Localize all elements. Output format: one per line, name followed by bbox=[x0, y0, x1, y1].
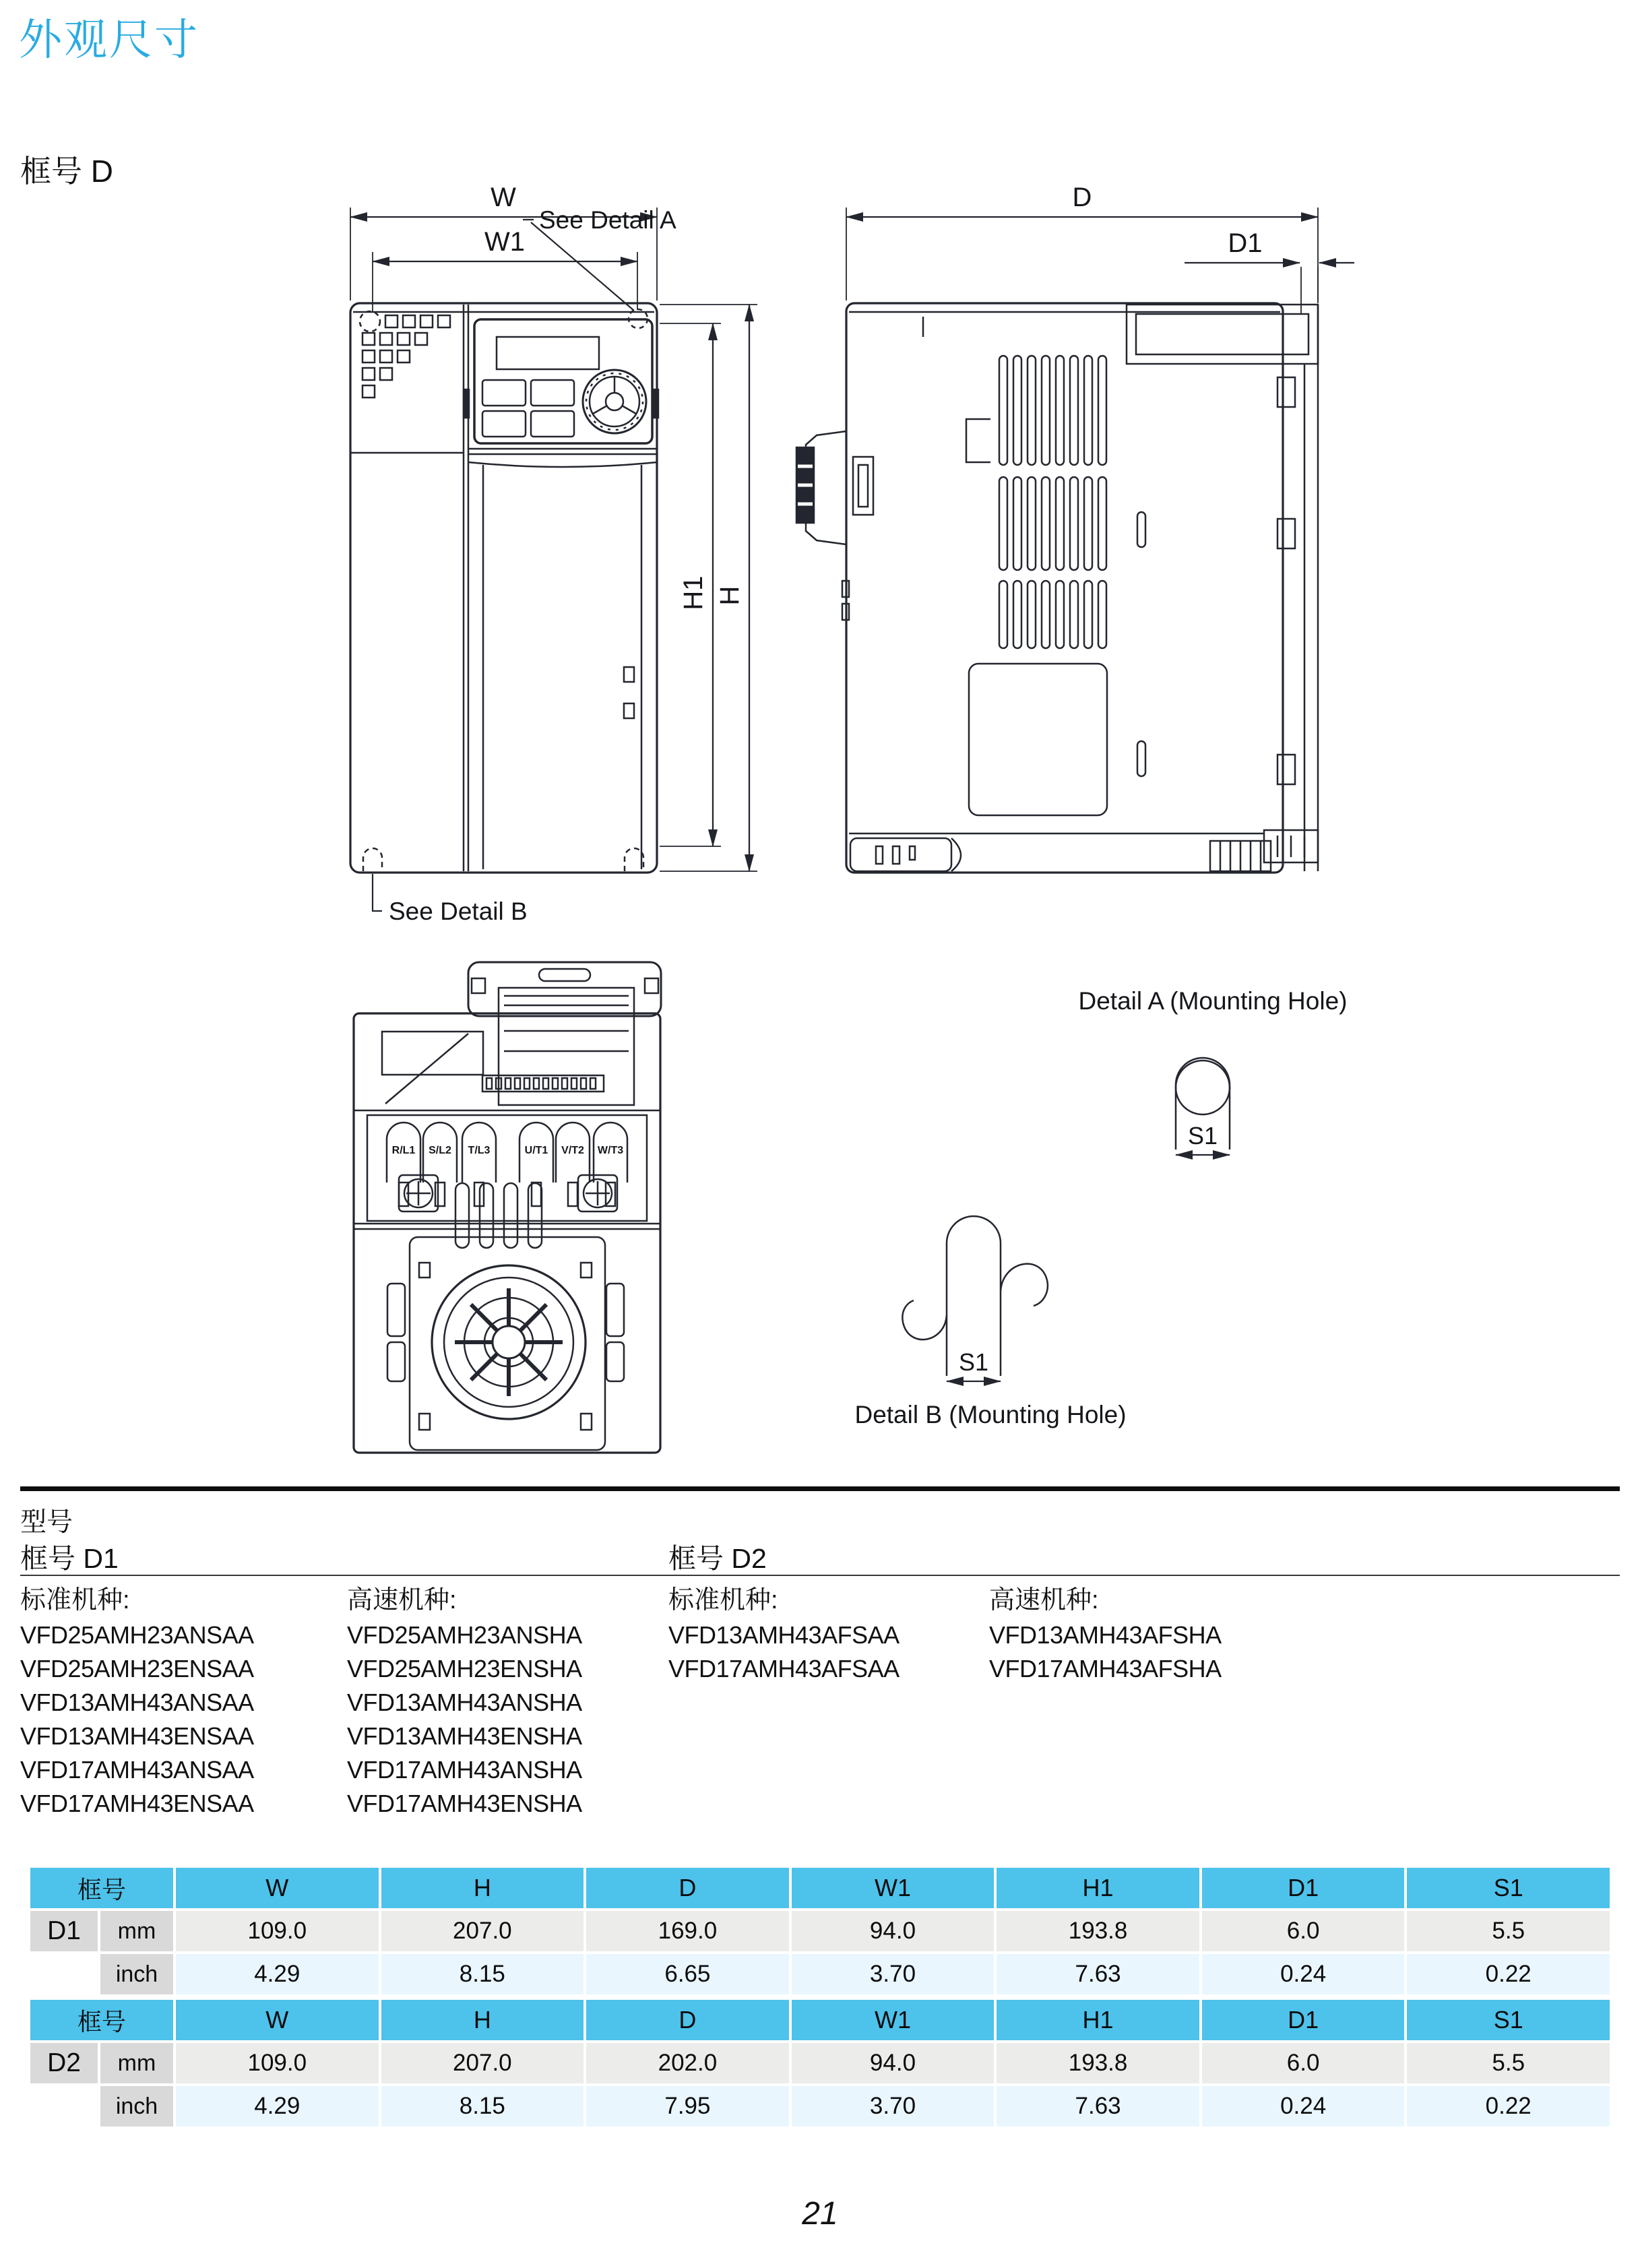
table-header-d1: D1 bbox=[1202, 1868, 1405, 1908]
detail-a-title: Detail A (Mounting Hole) bbox=[1078, 987, 1348, 1015]
terminal-labels bbox=[392, 1145, 624, 1156]
side-view-dimensions bbox=[846, 208, 1354, 314]
dim-d-label: D bbox=[1072, 183, 1092, 212]
bottom-view-figure bbox=[354, 962, 661, 1453]
model-number: VFD25AMH23ENSAA bbox=[20, 1655, 254, 1682]
model-column-heading: 高速机种: bbox=[989, 1586, 1099, 1614]
value-cell: 193.8 bbox=[997, 2043, 1199, 2083]
value-cell: 6.0 bbox=[1202, 1911, 1405, 1951]
value-cell: 207.0 bbox=[381, 2043, 584, 2083]
value-cell: 0.22 bbox=[1407, 1954, 1610, 1994]
model-number: VFD13AMH43AFSHA bbox=[989, 1621, 1222, 1649]
model-number: VFD17AMH43ANSAA bbox=[20, 1756, 254, 1784]
unit-label-inch: inch bbox=[100, 1954, 173, 1994]
unit-label-inch: inch bbox=[100, 2086, 173, 2127]
dimension-table-frame-d1 bbox=[30, 1868, 1610, 1994]
value-cell: 207.0 bbox=[381, 1911, 584, 1951]
value-cell: 202.0 bbox=[586, 2043, 789, 2083]
value-cell: 3.70 bbox=[792, 1954, 995, 1994]
side-view-figure bbox=[796, 303, 1318, 873]
keypad-dial bbox=[583, 370, 646, 433]
page-number: 21 bbox=[802, 2196, 838, 2232]
model-number: VFD17AMH43ANSHA bbox=[347, 1756, 582, 1784]
table-header-h1: H1 bbox=[997, 1868, 1199, 1908]
svg-text:S/L2: S/L2 bbox=[429, 1145, 451, 1156]
vent-grid bbox=[360, 311, 450, 398]
value-cell: 5.5 bbox=[1407, 1911, 1610, 1951]
value-cell: 7.95 bbox=[586, 2086, 789, 2127]
keypad-display bbox=[497, 337, 599, 369]
model-number: VFD25AMH23ANSHA bbox=[347, 1621, 582, 1649]
table-header-h: H bbox=[381, 2000, 584, 2040]
unit-label-mm: mm bbox=[100, 1911, 173, 1951]
section-divider-thin bbox=[20, 1575, 1620, 1576]
dimension-table-frame-d2 bbox=[30, 2000, 1610, 2127]
front-view-figure bbox=[350, 303, 658, 873]
model-number: VFD13AMH43AFSAA bbox=[668, 1621, 900, 1649]
table-header-frame: 框号 bbox=[30, 2000, 173, 2040]
model-column-d1-highspeed bbox=[347, 1582, 582, 1821]
value-cell: 94.0 bbox=[792, 1911, 995, 1951]
model-section-label: 型号 bbox=[20, 1508, 73, 1537]
model-number: VFD25AMH23ANSAA bbox=[20, 1621, 254, 1649]
value-cell: 3.70 bbox=[792, 2086, 995, 2127]
detail-a-s1-label: S1 bbox=[1187, 1122, 1218, 1149]
table-header-w1: W1 bbox=[792, 1868, 995, 1908]
value-cell: 169.0 bbox=[586, 1911, 789, 1951]
value-cell: 6.65 bbox=[586, 1954, 789, 1994]
table-header-d: D bbox=[586, 2000, 789, 2040]
model-number: VFD13AMH43ENSHA bbox=[347, 1722, 582, 1750]
svg-text:T/L3: T/L3 bbox=[468, 1145, 491, 1156]
svg-text:V/T2: V/T2 bbox=[561, 1145, 584, 1156]
model-number: VFD25AMH23ENSHA bbox=[347, 1655, 582, 1682]
value-cell: 193.8 bbox=[997, 1911, 1199, 1951]
table-header-s1: S1 bbox=[1407, 1868, 1610, 1908]
value-cell: 0.24 bbox=[1202, 1954, 1405, 1994]
detail-b-s1-label: S1 bbox=[958, 1348, 989, 1376]
table-header-h1: H1 bbox=[997, 2000, 1199, 2040]
ground-screws bbox=[399, 1175, 617, 1211]
value-cell: 4.29 bbox=[176, 2086, 379, 2127]
model-number: VFD13AMH43ANSHA bbox=[347, 1689, 582, 1716]
section-divider-thick bbox=[20, 1486, 1620, 1491]
dimension-table bbox=[30, 1868, 1610, 2132]
table-header-d1: D1 bbox=[1202, 2000, 1405, 2040]
model-number: VFD13AMH43ANSAA bbox=[20, 1689, 254, 1716]
model-column-heading: 标准机种: bbox=[20, 1586, 130, 1614]
value-cell: 7.63 bbox=[997, 2086, 1199, 2127]
unit-label-mm: mm bbox=[100, 2043, 173, 2083]
svg-text:U/T1: U/T1 bbox=[524, 1145, 548, 1156]
model-number: VFD17AMH43AFSHA bbox=[989, 1655, 1222, 1682]
model-number: VFD17AMH43AFSAA bbox=[668, 1655, 900, 1682]
detail-b-title: Detail B (Mounting Hole) bbox=[854, 1401, 1127, 1428]
value-cell: 5.5 bbox=[1407, 2043, 1610, 2083]
table-header-s1: S1 bbox=[1407, 2000, 1610, 2040]
model-column-heading: 标准机种: bbox=[668, 1586, 778, 1614]
connector-comb bbox=[482, 1075, 604, 1092]
see-detail-b-label: See Detail B bbox=[389, 897, 528, 925]
model-number: VFD17AMH43ENSAA bbox=[20, 1790, 254, 1817]
dim-d1-label: D1 bbox=[1228, 228, 1263, 258]
value-cell: 94.0 bbox=[792, 2043, 995, 2083]
svg-text:W/T3: W/T3 bbox=[597, 1145, 624, 1156]
model-column-heading: 高速机种: bbox=[347, 1586, 457, 1614]
frame-d-label: 框号 D bbox=[20, 154, 113, 189]
cooling-fan bbox=[432, 1265, 586, 1419]
side-vent-slots bbox=[966, 356, 1145, 776]
model-column-d1-standard bbox=[20, 1582, 254, 1821]
page-title: 外观尺寸 bbox=[19, 15, 199, 64]
value-cell: 7.63 bbox=[997, 1954, 1199, 1994]
table-header-frame: 框号 bbox=[30, 1868, 173, 1908]
frame-d1-label: 框号 D1 bbox=[20, 1543, 119, 1574]
model-number: VFD13AMH43ENSAA bbox=[20, 1722, 254, 1750]
svg-text:R/L1: R/L1 bbox=[391, 1145, 416, 1156]
keypad-panel bbox=[474, 319, 652, 443]
value-cell: 0.22 bbox=[1407, 2086, 1610, 2127]
model-number: VFD17AMH43ENSHA bbox=[347, 1790, 582, 1817]
table-header-w1: W1 bbox=[792, 2000, 995, 2040]
table-header-d: D bbox=[586, 1868, 789, 1908]
value-cell: 0.24 bbox=[1202, 2086, 1405, 2127]
frame-d2-label: 框号 D2 bbox=[668, 1543, 767, 1574]
model-column-d2-standard bbox=[668, 1582, 900, 1686]
value-cell: 109.0 bbox=[176, 2043, 379, 2083]
value-cell: 4.29 bbox=[176, 1954, 379, 1994]
frame-row-label: D2 bbox=[30, 2043, 98, 2083]
table-header-w: W bbox=[176, 1868, 379, 1908]
din-clip bbox=[850, 838, 961, 871]
dim-w1-label: W1 bbox=[484, 227, 525, 257]
frame-row-label: D1 bbox=[30, 1911, 98, 1951]
dim-h1-label: H1 bbox=[679, 575, 708, 610]
table-header-h: H bbox=[381, 1868, 584, 1908]
front-view-dimensions bbox=[350, 208, 757, 911]
dim-h-label: H bbox=[715, 586, 745, 606]
value-cell: 8.15 bbox=[381, 1954, 584, 1994]
value-cell: 8.15 bbox=[381, 2086, 584, 2127]
table-header-w: W bbox=[176, 2000, 379, 2040]
value-cell: 109.0 bbox=[176, 1911, 379, 1951]
value-cell: 6.0 bbox=[1202, 2043, 1405, 2083]
model-column-d2-highspeed bbox=[989, 1582, 1222, 1686]
dim-w-label: W bbox=[491, 183, 516, 212]
see-detail-a-label: See Detail A bbox=[539, 206, 676, 234]
